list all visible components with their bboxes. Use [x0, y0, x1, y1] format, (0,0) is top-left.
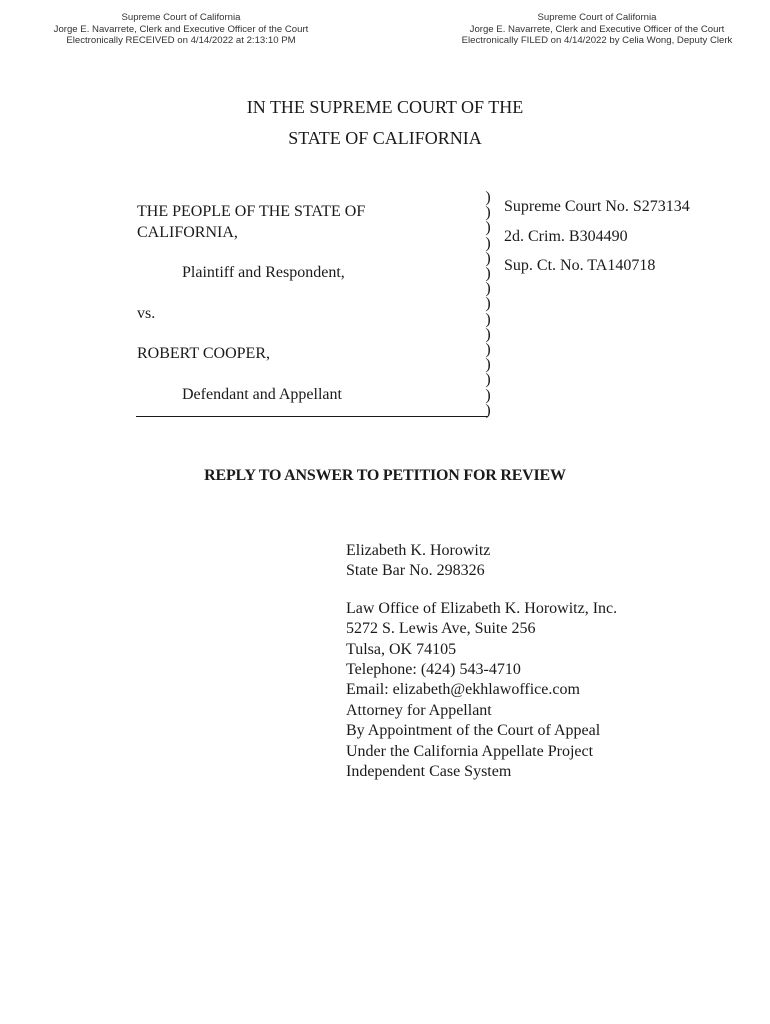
attorney-bar-number: State Bar No. 298326 [346, 562, 485, 580]
plaintiff-role: Plaintiff and Respondent, [182, 264, 345, 281]
caption-paren: ) [485, 265, 491, 283]
appointment-line1: By Appointment of the Court of Appeal [346, 722, 601, 740]
caption-paren: ) [485, 234, 491, 252]
caption-paren: ) [485, 204, 491, 222]
appointment-line3: Independent Case System [346, 763, 512, 781]
attorney-telephone: Telephone: (424) 543-4710 [346, 661, 521, 679]
appellate-case-number: 2d. Crim. B304490 [504, 227, 628, 245]
caption-divider [136, 416, 488, 417]
attorney-role: Attorney for Appellant [346, 701, 492, 719]
defendant-name: ROBERT COOPER, [137, 345, 270, 362]
caption-paren: ) [485, 341, 491, 359]
plaintiff-name-line1: THE PEOPLE OF THE STATE OF [137, 203, 366, 220]
spacer [346, 582, 617, 599]
caption-paren: ) [485, 295, 491, 313]
office-address-line1: 5272 S. Lewis Ave, Suite 256 [346, 620, 536, 638]
caption-paren: ) [485, 401, 491, 419]
caption-paren: ) [485, 280, 491, 298]
caption-paren: ) [485, 386, 491, 404]
attorney-email: Email: elizabeth@ekhlawoffice.com [346, 681, 580, 699]
caption-paren: ) [485, 356, 491, 374]
court-heading-line1: IN THE SUPREME COURT OF THE [246, 97, 524, 117]
caption-paren: ) [485, 189, 491, 206]
document-title: REPLY TO ANSWER TO PETITION FOR REVIEW [204, 467, 566, 484]
superior-court-number: Sup. Ct. No. TA140718 [504, 257, 656, 274]
filed-stamp-status: Electronically FILED on 4/14/2022 by Celia Wong, Deputy Clerk [461, 35, 733, 46]
caption-paren: ) [485, 310, 491, 328]
law-office-name: Law Office of Elizabeth K. Horowitz, Inc. [346, 599, 618, 617]
received-stamp [31, 12, 331, 47]
received-stamp-clerk: Jorge E. Navarrete, Clerk and Executive Officer of the Court [53, 23, 309, 35]
caption-paren: ) [485, 249, 491, 267]
attorney-block [346, 541, 617, 782]
caption-paren: ) [485, 219, 491, 237]
court-heading [0, 92, 770, 154]
appointment-line2: Under the California Appellate Project [346, 742, 594, 760]
case-numbers [504, 192, 690, 281]
defendant-role: Defendant and Appellant [182, 386, 342, 403]
received-stamp-status: Electronically RECEIVED on 4/14/2022 at 2:13:10 PM [66, 35, 296, 46]
court-heading-line2: STATE OF CALIFORNIA [288, 128, 482, 148]
supreme-court-number: Supreme Court No. S273134 [504, 198, 690, 215]
filed-stamp [447, 12, 747, 47]
office-address-line2: Tulsa, OK 74105 [346, 640, 457, 658]
caption-paren-column [482, 190, 494, 418]
filed-stamp-clerk: Jorge E. Navarrete, Clerk and Executive Officer of the Court [469, 23, 725, 35]
caption-paren: ) [485, 371, 491, 389]
plaintiff-name-line2: CALIFORNIA, [137, 224, 238, 241]
caption-paren: ) [485, 325, 491, 343]
received-stamp-court: Supreme Court of California [121, 12, 241, 23]
versus-label: vs. [137, 305, 156, 322]
attorney-name: Elizabeth K. Horowitz [346, 542, 491, 559]
filed-stamp-court: Supreme Court of California [537, 12, 657, 23]
